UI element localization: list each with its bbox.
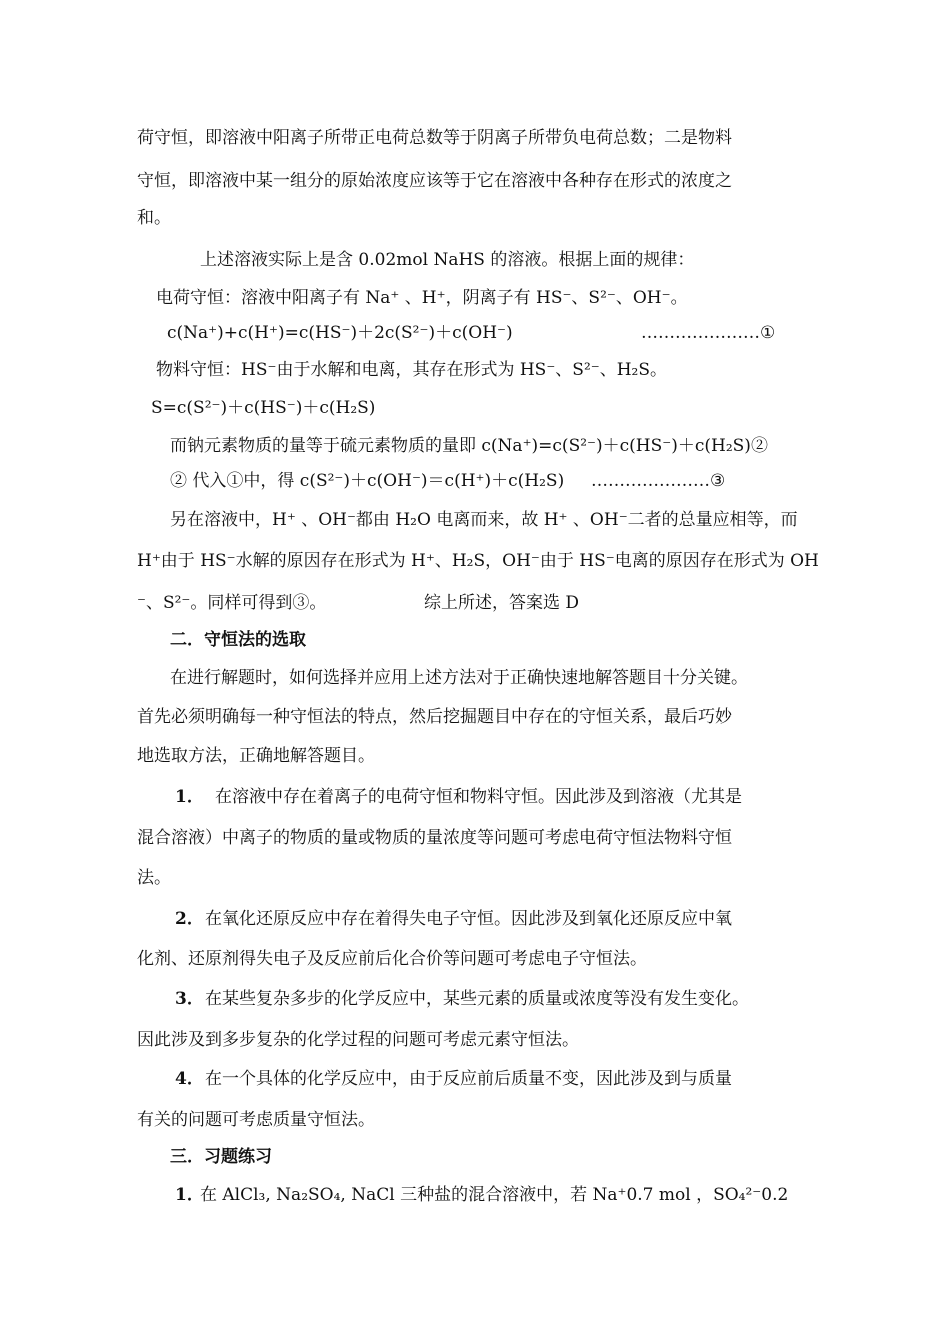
item-number: 4． xyxy=(175,1069,204,1089)
paragraph-line: 荷守恒，即溶液中阳离子所带正电荷总数等于阴离子所带负电荷总数；二是物料 xyxy=(137,128,732,148)
charge-conservation-heading: 电荷守恒：溶液中阳离子有 Na⁺ 、H⁺，阴离子有 HS⁻、S²⁻、OH⁻。 xyxy=(156,288,688,308)
paragraph-line: H⁺由于 HS⁻水解的原因存在形式为 H⁺、H₂S，OH⁻由于 HS⁻电离的原因存在形式为 OH xyxy=(137,551,819,571)
paragraph-line: 有关的问题可考虑质量守恒法。 xyxy=(137,1110,375,1130)
conclusion-text: 综上所述，答案选 D xyxy=(424,593,580,613)
solution-line: 上述溶液实际上是含 0.02mol NaHS 的溶液。根据上面的规律： xyxy=(200,250,695,270)
question-number: 1． xyxy=(175,1185,204,1205)
paragraph-line: 在一个具体的化学反应中，由于反应前后质量不变，因此涉及到与质量 xyxy=(205,1069,732,1089)
paragraph-line: 地选取方法，正确地解答题目。 xyxy=(137,746,375,766)
sodium-equation: 而钠元素物质的量等于硫元素物质的量即 c(Na⁺)=c(S²⁻)＋c(HS⁻)＋c(H₂S)② xyxy=(170,436,768,456)
substitute-equation: ② 代入①中，得 c(S²⁻)＋c(OH⁻)＝c(H⁺)＋c(H₂S) xyxy=(170,471,565,491)
paragraph-line: 首先必须明确每一种守恒法的特点，然后挖掘题目中存在的守恒关系，最后巧妙 xyxy=(137,707,732,727)
item-number: 2． xyxy=(175,909,204,929)
paragraph-line: 在进行解题时，如何选择并应用上述方法对于正确快速地解答题目十分关键。 xyxy=(170,668,748,688)
paragraph-line: ⁻、S²⁻。同样可得到③。 xyxy=(137,593,327,613)
paragraph-line: 在某些复杂多步的化学反应中，某些元素的质量或浓度等没有发生变化。 xyxy=(205,989,749,1009)
question-1-text: 在 AlCl₃, Na₂SO₄, NaCl 三种盐的混合溶液中，若 Na⁺0.7 mol ，SO₄²⁻0.2 xyxy=(200,1185,789,1205)
paragraph-line: 另在溶液中，H⁺ 、OH⁻都由 H₂O 电离而来，故 H⁺ 、OH⁻二者的总量应相等，而 xyxy=(170,510,798,530)
equation-3-marker: …………………③ xyxy=(591,471,726,491)
material-conservation-heading: 物料守恒：HS⁻由于水解和电离，其存在形式为 HS⁻、S²⁻、H₂S。 xyxy=(156,360,668,380)
item-number: 1． xyxy=(175,787,204,807)
paragraph-line: 在溶液中存在着离子的电荷守恒和物料守恒。因此涉及到溶液（尤其是 xyxy=(215,787,742,807)
paragraph-line: 法。 xyxy=(137,868,171,888)
paragraph-line: 和。 xyxy=(137,208,171,228)
paragraph-line: 在氧化还原反应中存在着得失电子守恒。因此涉及到氧化还原反应中氧 xyxy=(205,909,732,929)
equation-1-marker: …………………① xyxy=(641,323,776,343)
paragraph-line: 混合溶液）中离子的物质的量或物质的量浓度等问题可考虑电荷守恒法物料守恒 xyxy=(137,828,732,848)
section-3-heading: 三．习题练习 xyxy=(170,1147,272,1167)
paragraph-line: 因此涉及到多步复杂的化学过程的问题可考虑元素守恒法。 xyxy=(137,1030,579,1050)
item-number: 3． xyxy=(175,989,204,1009)
paragraph-line: 化剂、还原剂得失电子及反应前后化合价等问题可考虑电子守恒法。 xyxy=(137,949,647,969)
paragraph-line: 守恒，即溶液中某一组分的原始浓度应该等于它在溶液中各种存在形式的浓度之 xyxy=(137,171,732,191)
equation-1: c(Na⁺)+c(H⁺)=c(HS⁻)＋2c(S²⁻)＋c(OH⁻) xyxy=(167,323,513,343)
section-2-heading: 二．守恒法的选取 xyxy=(170,630,306,650)
sulfur-equation: S=c(S²⁻)＋c(HS⁻)＋c(H₂S) xyxy=(151,398,376,418)
